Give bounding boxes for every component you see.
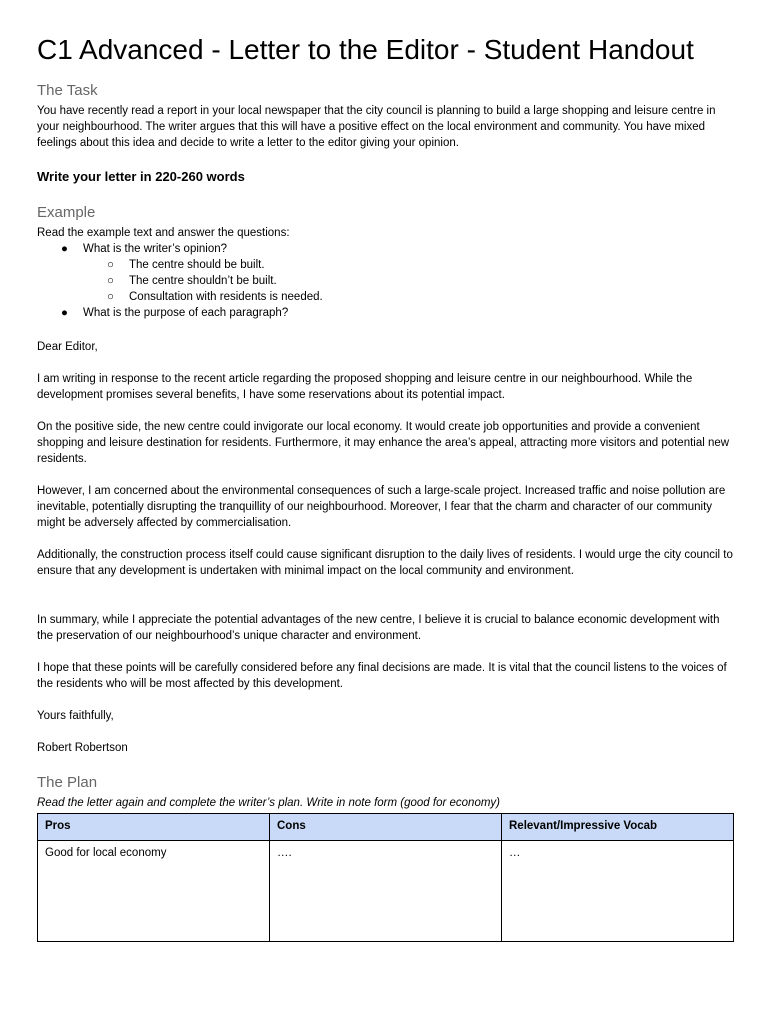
page-title: C1 Advanced - Letter to the Editor - Student Handout (37, 34, 694, 65)
column-header-vocab: Relevant/Impressive Vocab (502, 814, 734, 841)
cell-pros[interactable]: Good for local economy (38, 841, 270, 942)
circle-bullet-icon: ○ (107, 259, 114, 271)
question-2-text: What is the purpose of each paragraph? (83, 307, 289, 319)
example-intro: Read the example text and answer the questions: (37, 227, 290, 239)
cell-cons[interactable]: …. (270, 841, 502, 942)
example-heading: Example (37, 204, 96, 221)
column-header-pros: Pros (38, 814, 270, 841)
table-row (38, 841, 734, 942)
plan-heading: The Plan (37, 774, 98, 791)
circle-bullet-icon: ○ (107, 275, 114, 287)
question-1-option: ○ Consultation with residents is needed. (107, 291, 323, 303)
bullet-icon: ● (61, 243, 68, 255)
letter-paragraph: I am writing in response to the recent article regarding the proposed shopping and leisure centre in our neighbourhood. While the development promises several benefits, I have some reservations about its potential impact. (37, 373, 693, 401)
letter-paragraph: However, I am concerned about the environmental consequences of such a large-scale project. Increased traffic and noise pollution are inevitable, potentially disrupting the tranquillity of our neighbourhood. Moreover, I fear that the charm and character of our community might be adversely affected by commercialisation. (37, 485, 726, 529)
circle-bullet-icon: ○ (107, 291, 114, 303)
column-header-cons: Cons (270, 814, 502, 841)
task-text: You have recently read a report in your local newspaper that the city council is planning to build a large shopping and leisure centre in your neighbourhood. The writer argues that this will have a positive effect on the local environment and community. You have mixed feelings about this idea and decide to write a letter to the editor giving your opinion. (37, 105, 716, 149)
cell-vocab[interactable]: … (502, 841, 734, 942)
question-1-text: What is the writer’s opinion? (83, 243, 228, 255)
letter-paragraph: Additionally, the construction process itself could cause significant disruption to the daily lives of residents. I would urge the city council to ensure that any development is undertaken with minimal impact on the local community and environment. (37, 549, 733, 577)
letter-closing: Yours faithfully, (37, 710, 114, 722)
task-heading: The Task (37, 82, 98, 99)
question-2 (61, 305, 288, 321)
letter-paragraph: I hope that these points will be carefully considered before any final decisions are made. It is vital that the council listens to the voices of the residents who will be most affected by this development. (37, 662, 727, 690)
letter-paragraph: In summary, while I appreciate the potential advantages of the new centre, I believe it is crucial to balance economic development with the preservation of our neighbourhood’s unique character and environment. (37, 614, 720, 642)
plan-instruction: Read the letter again and complete the writer’s plan. Write in note form (good for economy) (37, 797, 501, 809)
table-header-row (38, 814, 734, 841)
letter-signature: Robert Robertson (37, 742, 128, 754)
letter-paragraph: On the positive side, the new centre could invigorate our local economy. It would create job opportunities and provide a convenient shopping and leisure destination for residents. Furthermore, it may enhance the area’s appeal, attracting more visitors and potential new residents. (37, 421, 730, 465)
letter-greeting: Dear Editor, (37, 341, 98, 353)
bullet-icon: ● (61, 307, 68, 319)
plan-table (37, 813, 734, 942)
task-instruction: Write your letter in 220-260 words (37, 169, 245, 184)
question-1 (61, 241, 227, 257)
question-1-option: ○ The centre shouldn’t be built. (107, 275, 277, 287)
question-1-option: ○ The centre should be built. (107, 259, 265, 271)
